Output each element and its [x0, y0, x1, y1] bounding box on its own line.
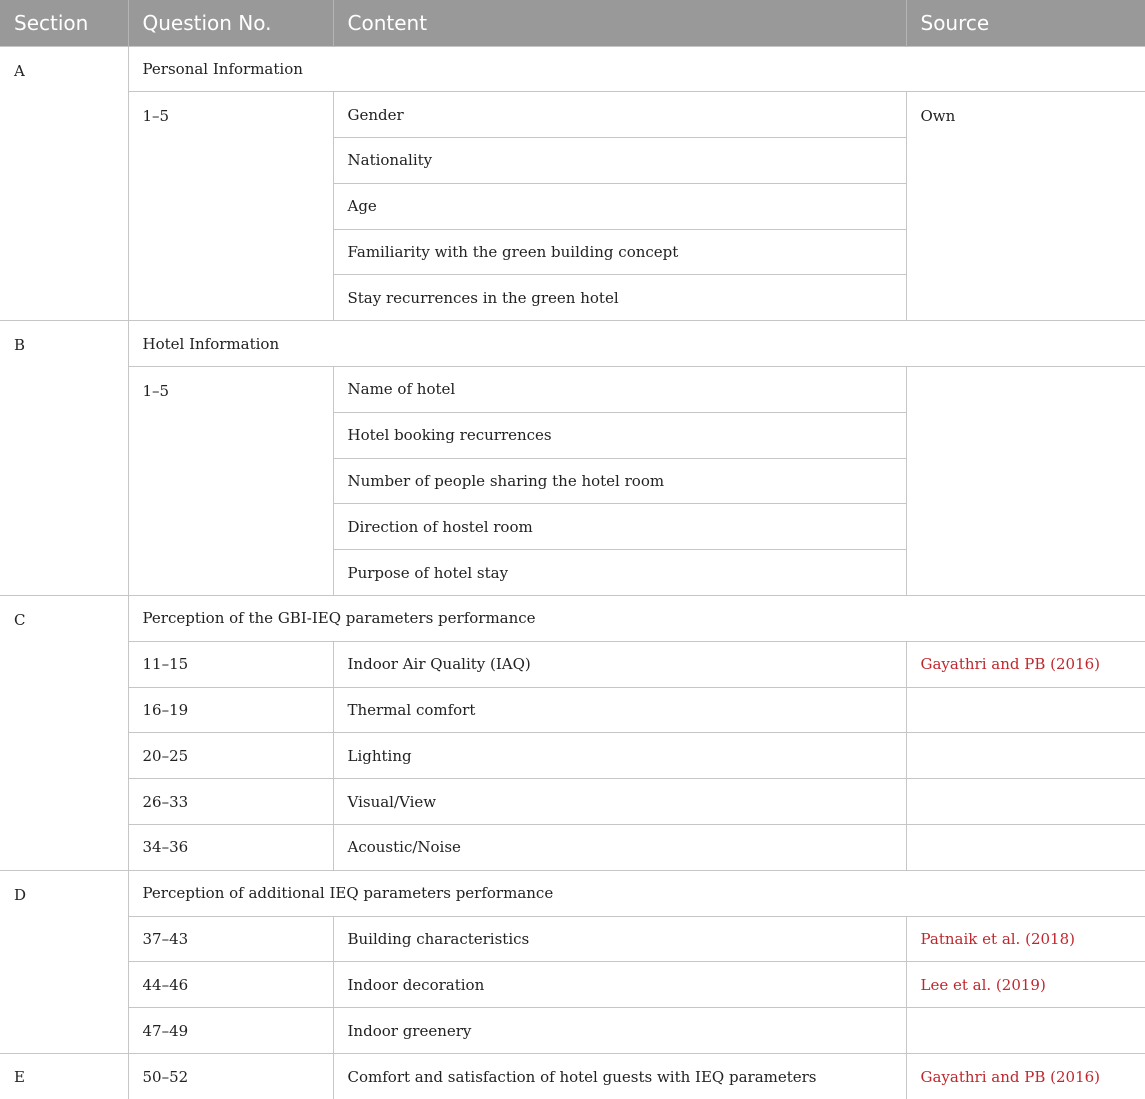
content-cell: Gender [333, 92, 906, 138]
content-cell: Building characteristics [333, 916, 906, 962]
content-cell: Thermal comfort [333, 687, 906, 733]
table-row [0, 916, 1145, 962]
question-no: 1–5 [128, 367, 333, 596]
table-row [0, 962, 1145, 1008]
content-cell: Purpose of hotel stay [333, 550, 906, 596]
header-question-no: Question No. [128, 0, 333, 46]
header-section: Section [0, 0, 128, 46]
section-label: C [0, 596, 128, 871]
header-row [0, 0, 1145, 46]
content-cell: Nationality [333, 138, 906, 184]
table-row [0, 870, 1145, 916]
section-label: D [0, 870, 128, 1053]
table-row [0, 733, 1145, 779]
content-cell: Visual/View [333, 779, 906, 825]
table-row [0, 641, 1145, 687]
source-link[interactable]: Gayathri and PB (2016) [906, 1054, 1145, 1099]
content-cell: Lighting [333, 733, 906, 779]
content-cell: Comfort and satisfaction of hotel guests with IEQ parameters [333, 1054, 906, 1099]
content-cell: Indoor decoration [333, 962, 906, 1008]
source-cell [906, 367, 1145, 596]
header-content: Content [333, 0, 906, 46]
table-row [0, 46, 1145, 92]
question-no: 20–25 [128, 733, 333, 779]
table-row [0, 779, 1145, 825]
section-label: A [0, 46, 128, 321]
content-cell: Familiarity with the green building concept [333, 229, 906, 275]
content-cell: Name of hotel [333, 367, 906, 413]
content-cell: Acoustic/Noise [333, 825, 906, 871]
table-row [0, 1008, 1145, 1054]
section-title: Perception of additional IEQ parameters performance [128, 870, 1145, 916]
header-source: Source [906, 0, 1145, 46]
section-label: E [0, 1054, 128, 1099]
content-cell: Stay recurrences in the green hotel [333, 275, 906, 321]
question-no: 26–33 [128, 779, 333, 825]
table-row [0, 92, 1145, 138]
table-row [0, 321, 1145, 367]
source-cell [906, 1008, 1145, 1054]
source-link[interactable]: Patnaik et al. (2018) [906, 916, 1145, 962]
content-cell: Age [333, 183, 906, 229]
source-link[interactable]: Gayathri and PB (2016) [906, 641, 1145, 687]
section-title: Hotel Information [128, 321, 1145, 367]
question-no: 34–36 [128, 825, 333, 871]
question-no: 37–43 [128, 916, 333, 962]
source-cell [906, 687, 1145, 733]
section-label: B [0, 321, 128, 596]
table-row [0, 367, 1145, 413]
question-no: 50–52 [128, 1054, 333, 1099]
source-link[interactable]: Lee et al. (2019) [906, 962, 1145, 1008]
section-title: Perception of the GBI-IEQ parameters performance [128, 596, 1145, 642]
question-no: 44–46 [128, 962, 333, 1008]
content-cell: Hotel booking recurrences [333, 412, 906, 458]
question-no: 16–19 [128, 687, 333, 733]
question-no: 47–49 [128, 1008, 333, 1054]
section-title: Personal Information [128, 46, 1145, 92]
content-cell: Indoor greenery [333, 1008, 906, 1054]
source-cell [906, 733, 1145, 779]
question-no: 11–15 [128, 641, 333, 687]
content-cell: Indoor Air Quality (IAQ) [333, 641, 906, 687]
source-cell [906, 825, 1145, 871]
table-row [0, 825, 1145, 871]
table-row [0, 1054, 1145, 1099]
content-cell: Direction of hostel room [333, 504, 906, 550]
table-row [0, 596, 1145, 642]
source-cell: Own [906, 92, 1145, 321]
table-row [0, 687, 1145, 733]
content-cell: Number of people sharing the hotel room [333, 458, 906, 504]
source-cell [906, 779, 1145, 825]
question-no: 1–5 [128, 92, 333, 321]
